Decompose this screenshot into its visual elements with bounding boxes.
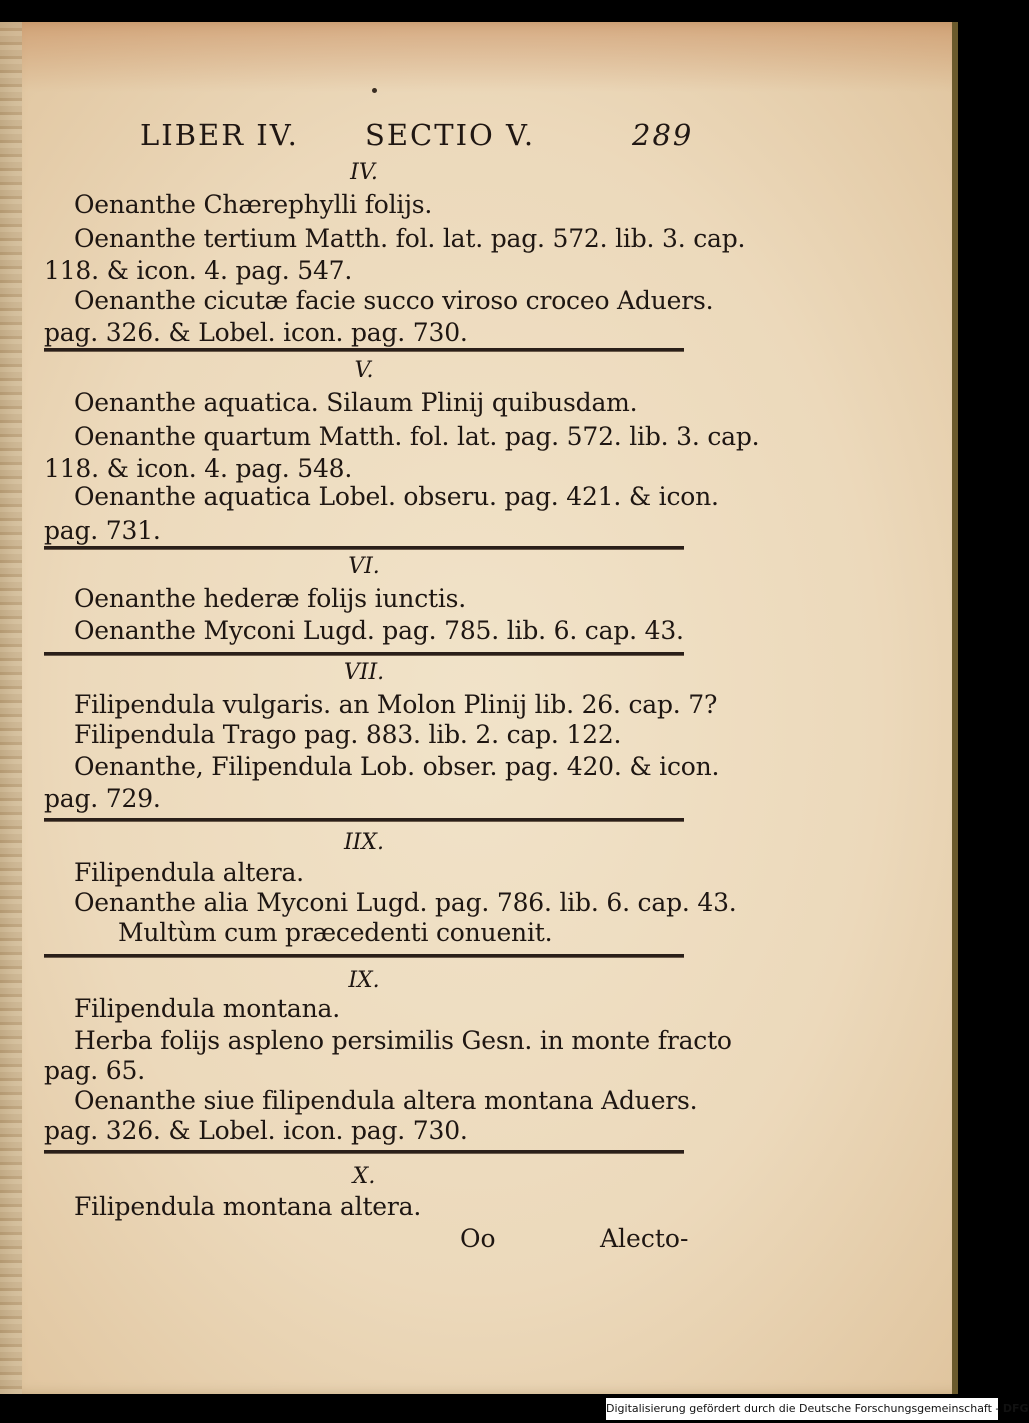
section-numeral-vi: VI.	[348, 554, 380, 579]
header-section: SECTIO V.	[365, 118, 536, 152]
ink-speck	[372, 88, 377, 93]
text-line: 118. & icon. 4. pag. 548.	[44, 454, 353, 483]
credit-text: Digitalisierung gefördert durch die Deutsche Forschungsgemeinschaft -	[606, 1402, 1000, 1415]
header-book: LIBER IV.	[140, 118, 299, 152]
section-rule	[44, 546, 684, 550]
text-line: Filipendula Trago pag. 883. lib. 2. cap. 122.	[74, 720, 622, 749]
text-line: pag. 326. & Lobel. icon. pag. 730.	[44, 318, 468, 347]
text-line: Oenanthe Myconi Lugd. pag. 785. lib. 6. cap. 43.	[74, 616, 684, 645]
section-numeral-iix: IIX.	[343, 830, 385, 855]
page-number: 289	[632, 118, 694, 152]
text-line: 118. & icon. 4. pag. 547.	[44, 256, 353, 285]
text-line: Oenanthe cicutæ facie succo viroso croceo Aduers.	[74, 286, 714, 315]
text-line: Oenanthe aquatica Lobel. obseru. pag. 421. & icon.	[74, 482, 719, 511]
section-numeral-v: V.	[354, 358, 374, 383]
section-rule	[44, 652, 684, 656]
text-line: Oenanthe siue filipendula altera montana Aduers.	[74, 1086, 698, 1115]
text-line: pag. 326. & Lobel. icon. pag. 730.	[44, 1116, 468, 1145]
text-line: Multùm cum præcedenti conuenit.	[118, 918, 553, 947]
dfg-logo: DFG	[1002, 1402, 1029, 1415]
section-numeral-iv: IV.	[350, 160, 378, 185]
page-gutter	[0, 22, 22, 1394]
section-rule	[44, 954, 684, 958]
text-line: Oenanthe alia Myconi Lugd. pag. 786. lib. 6. cap. 43.	[74, 888, 737, 917]
running-header	[140, 118, 700, 158]
text-line: Filipendula vulgaris. an Molon Plinij lib. 26. cap. 7?	[74, 690, 718, 719]
catchword: Alecto-	[600, 1224, 689, 1253]
section-rule	[44, 348, 684, 352]
text-line: Herba folijs aspleno persimilis Gesn. in monte fracto	[74, 1026, 732, 1055]
section-numeral-vii: VII.	[343, 660, 385, 685]
text-line: Oenanthe, Filipendula Lob. obser. pag. 420. & icon.	[74, 752, 720, 781]
section-numeral-x: X.	[352, 1164, 376, 1189]
section-numeral-ix: IX.	[348, 968, 380, 993]
text-line: Oenanthe hederæ folijs iunctis.	[74, 584, 467, 613]
signature-mark: Oo	[460, 1224, 496, 1253]
text-line: Filipendula montana.	[74, 994, 340, 1023]
text-line: Oenanthe tertium Matth. fol. lat. pag. 572. lib. 3. cap.	[74, 224, 746, 253]
text-line: Oenanthe quartum Matth. fol. lat. pag. 572. lib. 3. cap.	[74, 422, 760, 451]
text-line: pag. 731.	[44, 516, 161, 545]
section-rule	[44, 1150, 684, 1154]
text-line: Filipendula montana altera.	[74, 1192, 422, 1221]
digitization-credit	[606, 1398, 1029, 1420]
section-rule	[44, 818, 684, 822]
text-line: Oenanthe Chærephylli folijs.	[74, 190, 433, 219]
text-line: Oenanthe aquatica. Silaum Plinij quibusdam.	[74, 388, 638, 417]
text-line: pag. 729.	[44, 784, 161, 813]
text-line: Filipendula altera.	[74, 858, 304, 887]
text-line: pag. 65.	[44, 1056, 145, 1085]
